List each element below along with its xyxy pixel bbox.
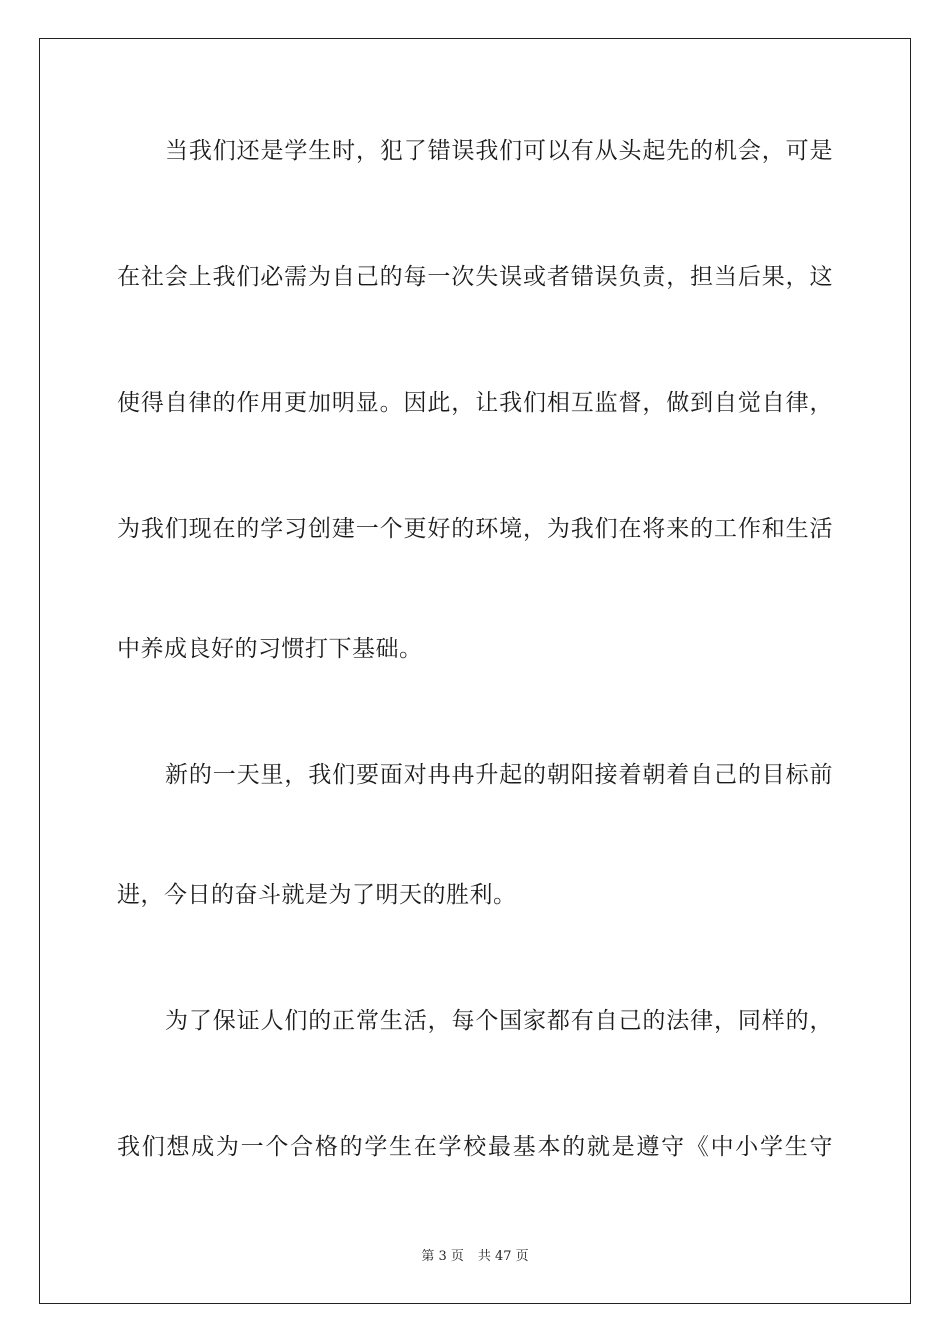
page-frame (39, 38, 911, 1304)
text-line-1: 当我们还是学生时，犯了错误我们可以有从头起先的机会，可是 (165, 138, 833, 164)
text-line-8: 为了保证人们的正常生活，每个国家都有自己的法律，同样的， (165, 1008, 833, 1034)
text-line-5: 中养成良好的习惯打下基础。 (117, 636, 423, 662)
text-line-6: 新的一天里，我们要面对冉冉升起的朝阳接着朝着自己的目标前 (165, 762, 833, 788)
page-total: 共 47 页 (477, 1249, 529, 1264)
text-line-4: 为我们现在的学习创建一个更好的环境，为我们在将来的工作和生活 (117, 516, 833, 542)
text-line-7: 进，今日的奋斗就是为了明天的胜利。 (117, 882, 517, 908)
text-line-3: 使得自律的作用更加明显。因此，让我们相互监督，做到自觉自律， (117, 390, 833, 416)
text-line-2: 在社会上我们必需为自己的每一次失误或者错误负责，担当后果，这 (117, 264, 833, 290)
page-footer (0, 1245, 950, 1264)
page-number: 第 3 页 (421, 1249, 464, 1264)
text-line-9: 我们想成为一个合格的学生在学校最基本的就是遵守《中小学生守 (117, 1134, 833, 1160)
